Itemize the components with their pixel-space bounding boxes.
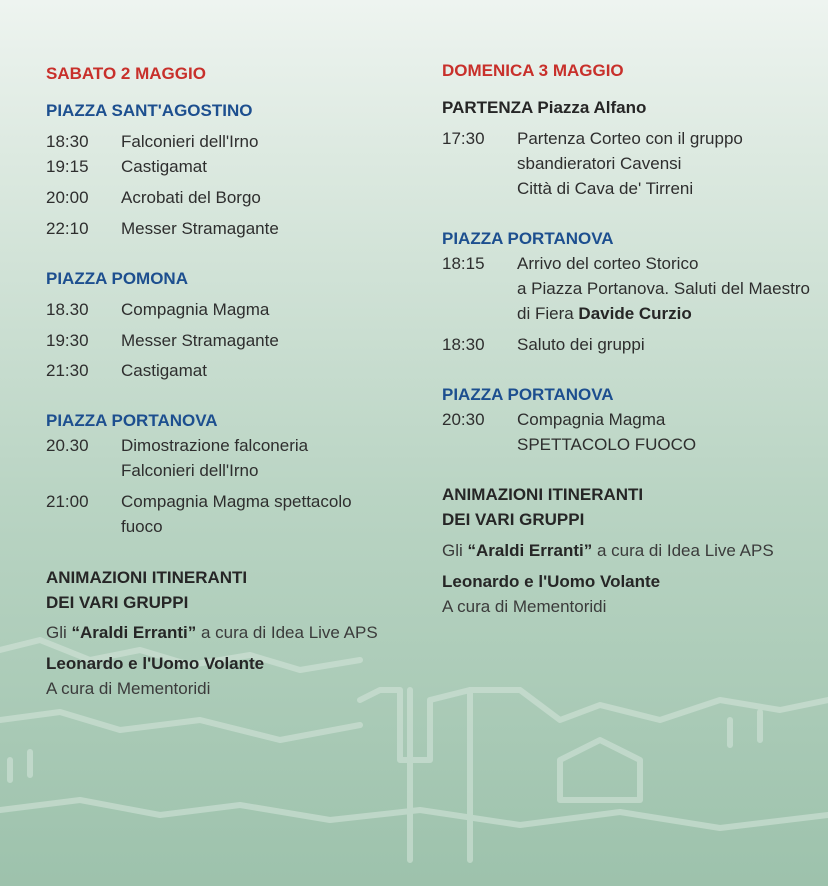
- partenza-label: PARTENZA: [442, 98, 533, 117]
- animations-heading: DEI VARI GRUPPI: [442, 510, 585, 529]
- event-time: 18:30: [442, 335, 485, 354]
- event-time: 22:10: [46, 219, 89, 238]
- event-title: Messer Stramagante: [121, 331, 279, 350]
- event-time: 21:00: [46, 492, 89, 511]
- event-time: 19:15: [46, 157, 89, 176]
- araldi-name: “Araldi Erranti”: [71, 623, 197, 642]
- event-subtitle: fuoco: [121, 517, 163, 536]
- araldi-name: “Araldi Erranti”: [467, 541, 593, 560]
- animations-heading: ANIMAZIONI ITINERANTI: [46, 568, 248, 587]
- mementoridi-credit: A cura di Mementoridi: [46, 679, 211, 698]
- event-time: 19:30: [46, 331, 89, 350]
- event-title: Compagnia Magma: [517, 410, 666, 429]
- leonardo-title: Leonardo e l'Uomo Volante: [46, 654, 265, 673]
- idea-credit: a cura di Idea Live APS: [200, 623, 378, 642]
- event-title: Saluto dei gruppi: [517, 335, 645, 354]
- event-subtitle: Città di Cava de' Tirreni: [517, 179, 694, 198]
- event-time: 20:00: [46, 188, 89, 207]
- event-time: 20:30: [442, 410, 485, 429]
- event-subtitle: Falconieri dell'Irno: [121, 461, 259, 480]
- event-title: Compagnia Magma spettacolo: [121, 492, 352, 511]
- event-time: 18:30: [46, 132, 89, 151]
- event-time: 21:30: [46, 361, 89, 380]
- event-title: Arrivo del corteo Storico: [517, 254, 699, 273]
- event-subtitle: a Piazza Portanova. Saluti del Maestro: [517, 279, 810, 298]
- mementoridi-credit: A cura di Mementoridi: [442, 597, 607, 616]
- idea-credit: a cura di Idea Live APS: [596, 541, 774, 560]
- partenza-heading: [442, 95, 646, 120]
- event-title: Dimostrazione falconeria: [121, 436, 309, 455]
- event-title: Messer Stramagante: [121, 219, 279, 238]
- araldi-line: [442, 538, 774, 563]
- event-time: 20.30: [46, 436, 89, 455]
- animations-heading: ANIMAZIONI ITINERANTI: [442, 485, 644, 504]
- event-subtitle: SPETTACOLO FUOCO: [517, 435, 697, 454]
- partenza-place: Piazza Alfano: [537, 98, 647, 117]
- place-heading: PIAZZA PORTANOVA: [442, 385, 614, 404]
- event-title: Acrobati del Borgo: [121, 188, 261, 207]
- place-heading: PIAZZA POMONA: [46, 269, 188, 288]
- gli-text: Gli: [46, 623, 67, 642]
- event-title: Castigamat: [121, 361, 207, 380]
- place-heading: PIAZZA PORTANOVA: [442, 229, 614, 248]
- event-title: Castigamat: [121, 157, 207, 176]
- event-time: 18.30: [46, 300, 89, 319]
- place-heading: PIAZZA PORTANOVA: [46, 411, 218, 430]
- event-title: Compagnia Magma: [121, 300, 270, 319]
- place-heading: PIAZZA SANT'AGOSTINO: [46, 101, 253, 120]
- fiera-text: di Fiera: [517, 304, 574, 323]
- maestro-name: Davide Curzio: [578, 304, 692, 323]
- event-title: Falconieri dell'Irno: [121, 132, 259, 151]
- event-time: 18:15: [442, 254, 485, 273]
- araldi-line: [46, 620, 378, 645]
- day-heading: SABATO 2 MAGGIO: [46, 64, 206, 83]
- event-title: Partenza Corteo con il gruppo: [517, 129, 743, 148]
- day-heading: DOMENICA 3 MAGGIO: [442, 61, 624, 80]
- event-subtitle: [517, 301, 692, 326]
- animations-heading: DEI VARI GRUPPI: [46, 593, 189, 612]
- gli-text: Gli: [442, 541, 463, 560]
- event-time: 17:30: [442, 129, 485, 148]
- leonardo-title: Leonardo e l'Uomo Volante: [442, 572, 661, 591]
- event-subtitle: sbandieratori Cavensi: [517, 154, 682, 173]
